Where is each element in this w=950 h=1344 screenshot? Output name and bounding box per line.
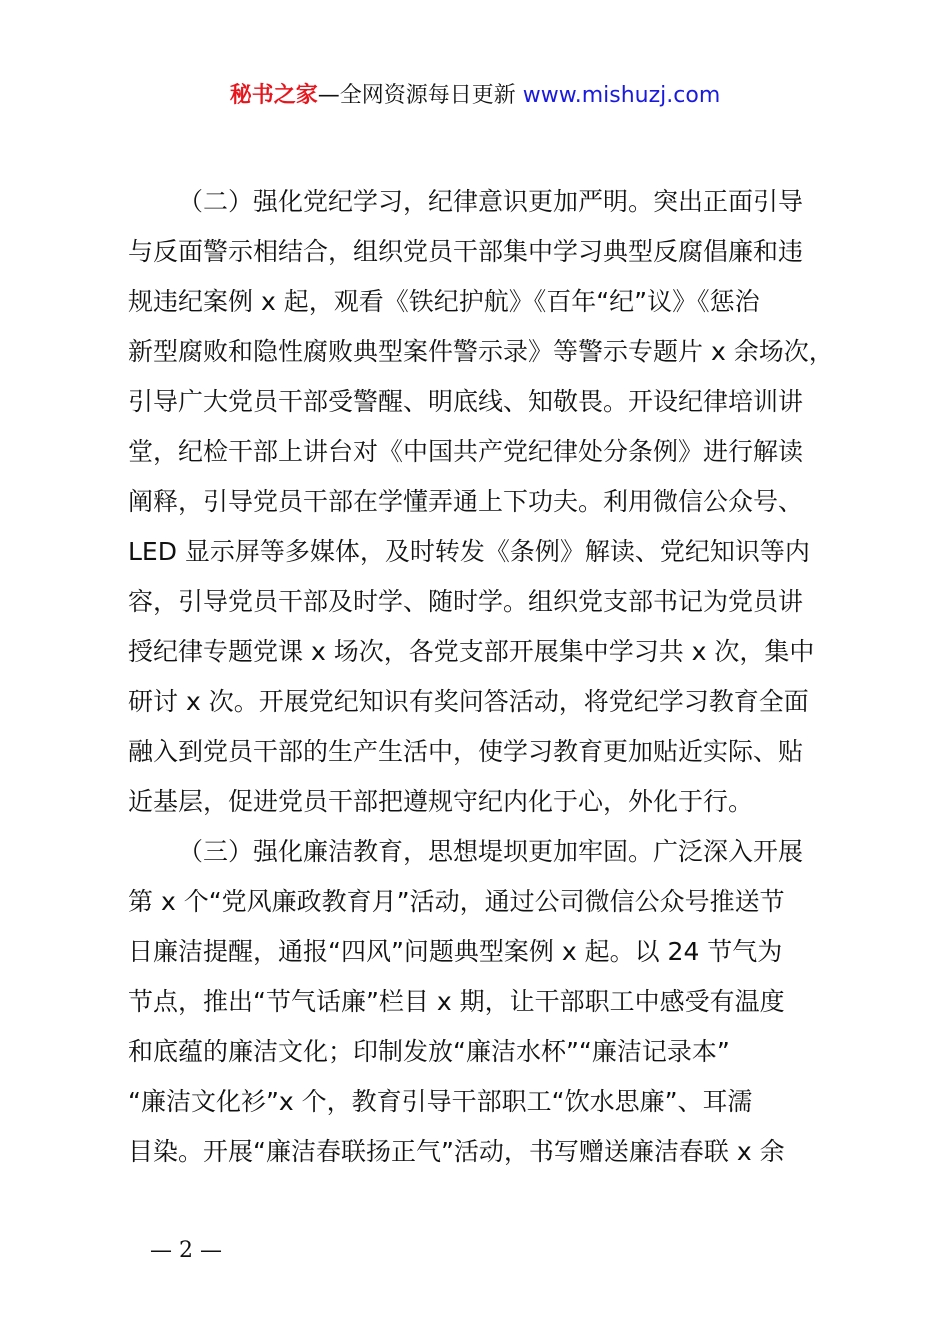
paragraph-line: 阐释，引导党员干部在学懂弄通上下功夫。利用微信公众号、 (128, 487, 804, 516)
paragraph-line: 节点，推出“节气话廉”栏目 x 期，让干部职工中感受有温度 (128, 987, 785, 1016)
paragraph-line: （二）强化党纪学习，纪律意识更加严明。突出正面引导 (178, 187, 804, 216)
paragraph-line: 日廉洁提醒，通报“四风”问题典型案例 x 起。以 24 节气为 (128, 937, 783, 966)
paragraph-line: （三）强化廉洁教育，思想堤坝更加牢固。广泛深入开展 (178, 837, 804, 866)
site-url-link[interactable]: www.mishuzj.com (522, 83, 721, 108)
paragraph-line: 目染。开展“廉洁春联扬正气”活动，书写赠送廉洁春联 x 余 (128, 1137, 785, 1166)
paragraph-line: LED 显示屏等多媒体，及时转发《条例》解读、党纪知识等内 (128, 537, 810, 566)
paragraph-line: 授纪律专题党课 x 场次，各党支部开展集中学习共 x 次，集中 (128, 637, 815, 666)
paragraph-line: 堂，纪检干部上讲台对《中国共产党纪律处分条例》进行解读 (128, 437, 804, 466)
paragraph-line: 规违纪案例 x 起，观看《铁纪护航》《百年“纪”议》《惩治 (128, 287, 760, 316)
site-header (0, 80, 950, 112)
paragraph-line: 引导广大党员干部受警醒、明底线、知敬畏。开设纪律培训讲 (128, 387, 804, 416)
document-body (128, 177, 838, 1177)
page-number: — 2 — (150, 1238, 222, 1263)
paragraph-line: 研讨 x 次。开展党纪知识有奖问答活动，将党纪学习教育全面 (128, 687, 809, 716)
paragraph-line: 融入到党员干部的生产生活中，使学习教育更加贴近实际、贴 (128, 737, 804, 766)
paragraph-line: 容，引导党员干部及时学、随时学。组织党支部书记为党员讲 (128, 587, 804, 616)
paragraph-line: 第 x 个“党风廉政教育月”活动，通过公司微信公众号推送节 (128, 887, 785, 916)
paragraph-line: 近基层，促进党员干部把遵规守纪内化于心，外化于行。 (128, 787, 754, 816)
paragraph-line: “廉洁文化衫”x 个，教育引导干部职工“饮水思廉”、耳濡 (128, 1087, 753, 1116)
paragraph-line: 和底蕴的廉洁文化；印制发放“廉洁水杯”“廉洁记录本” (128, 1037, 730, 1066)
site-tagline: —全网资源每日更新 (317, 83, 523, 108)
site-brand: 秘书之家 (229, 83, 318, 108)
paragraph-line: 新型腐败和隐性腐败典型案件警示录》等警示专题片 x 余场次， (128, 337, 834, 366)
paragraph-line: 与反面警示相结合，组织党员干部集中学习典型反腐倡廉和违 (128, 237, 804, 266)
